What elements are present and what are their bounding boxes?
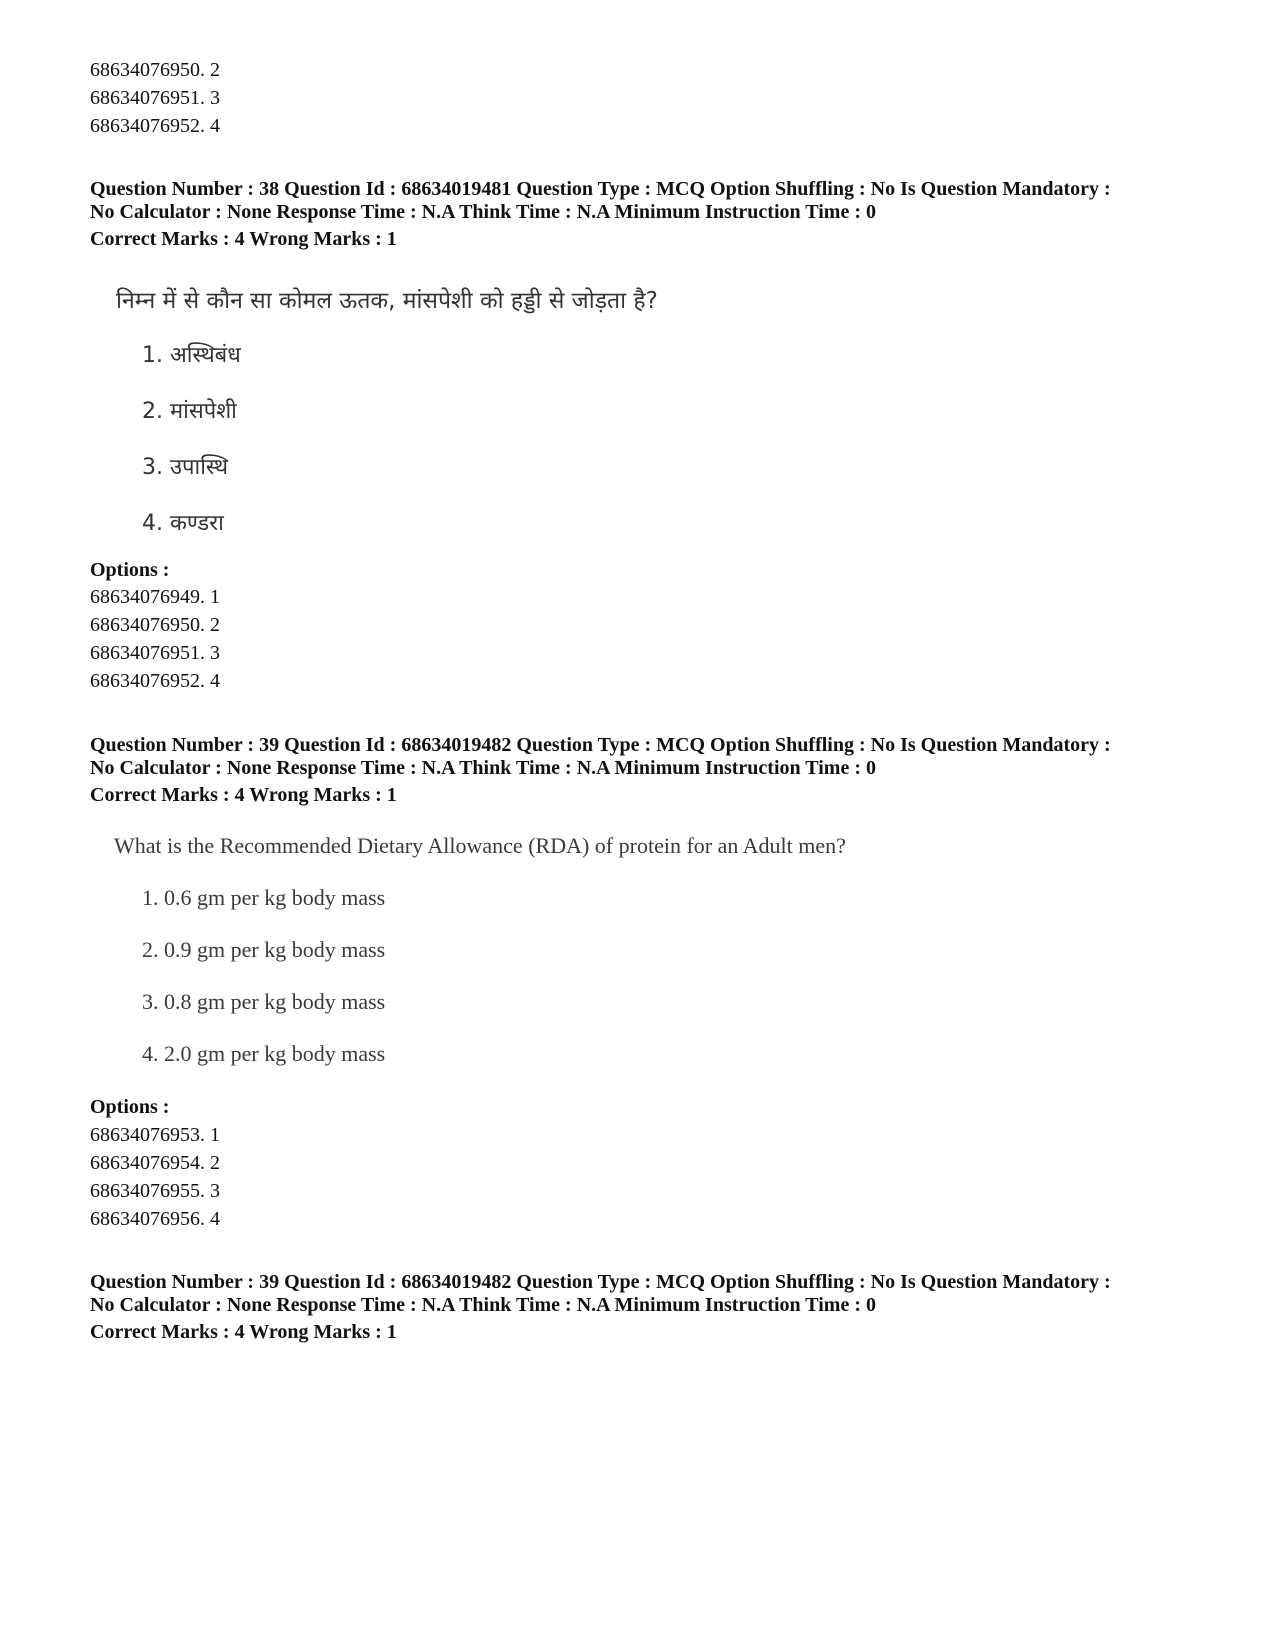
option-item: 68634076953. 1	[90, 1124, 220, 1146]
question-header-line1: Question Number : 39 Question Id : 68634019482 Question Type : MCQ Option Shuffling : No Is Question Mandatory :	[90, 734, 1111, 756]
answer-choice: 1. अस्थिबंध	[142, 343, 241, 368]
option-item: 68634076950. 2	[90, 614, 220, 636]
question-text: निम्न में से कौन सा कोमल ऊतक, मांसपेशी को हड्डी से जोड़ता है?	[116, 288, 658, 314]
answer-choice: 2. 0.9 gm per kg body mass	[142, 937, 386, 962]
question-header-line1: Question Number : 38 Question Id : 68634019481 Question Type : MCQ Option Shuffling : No Is Question Mandatory :	[90, 178, 1111, 200]
answer-choice: 3. उपास्थि	[142, 455, 229, 480]
question-header-line2: No Calculator : None Response Time : N.A Think Time : N.A Minimum Instruction Time : 0	[90, 1294, 876, 1316]
answer-choice: 4. 2.0 gm per kg body mass	[142, 1041, 386, 1066]
option-item: 68634076950. 2	[90, 59, 220, 81]
answer-choice: 3. 0.8 gm per kg body mass	[142, 989, 386, 1014]
option-item: 68634076952. 4	[90, 670, 220, 692]
option-item: 68634076952. 4	[90, 115, 220, 137]
options-label: Options :	[90, 1096, 170, 1118]
option-item: 68634076951. 3	[90, 87, 220, 109]
question-header-line2: No Calculator : None Response Time : N.A Think Time : N.A Minimum Instruction Time : 0	[90, 757, 876, 779]
answer-choice: 1. 0.6 gm per kg body mass	[142, 885, 386, 910]
question-marks: Correct Marks : 4 Wrong Marks : 1	[90, 784, 397, 806]
option-item: 68634076956. 4	[90, 1208, 220, 1230]
option-item: 68634076955. 3	[90, 1180, 220, 1202]
option-item: 68634076954. 2	[90, 1152, 220, 1174]
option-item: 68634076949. 1	[90, 586, 220, 608]
answer-choice: 2. मांसपेशी	[142, 399, 237, 424]
options-label: Options :	[90, 559, 170, 581]
question-marks: Correct Marks : 4 Wrong Marks : 1	[90, 228, 397, 250]
option-item: 68634076951. 3	[90, 642, 220, 664]
answer-choice: 4. कण्डरा	[142, 511, 224, 536]
question-text: What is the Recommended Dietary Allowance (RDA) of protein for an Adult men?	[114, 833, 846, 858]
question-header-line1: Question Number : 39 Question Id : 68634019482 Question Type : MCQ Option Shuffling : No Is Question Mandatory :	[90, 1271, 1111, 1293]
question-marks: Correct Marks : 4 Wrong Marks : 1	[90, 1321, 397, 1343]
question-header-line2: No Calculator : None Response Time : N.A Think Time : N.A Minimum Instruction Time : 0	[90, 201, 876, 223]
